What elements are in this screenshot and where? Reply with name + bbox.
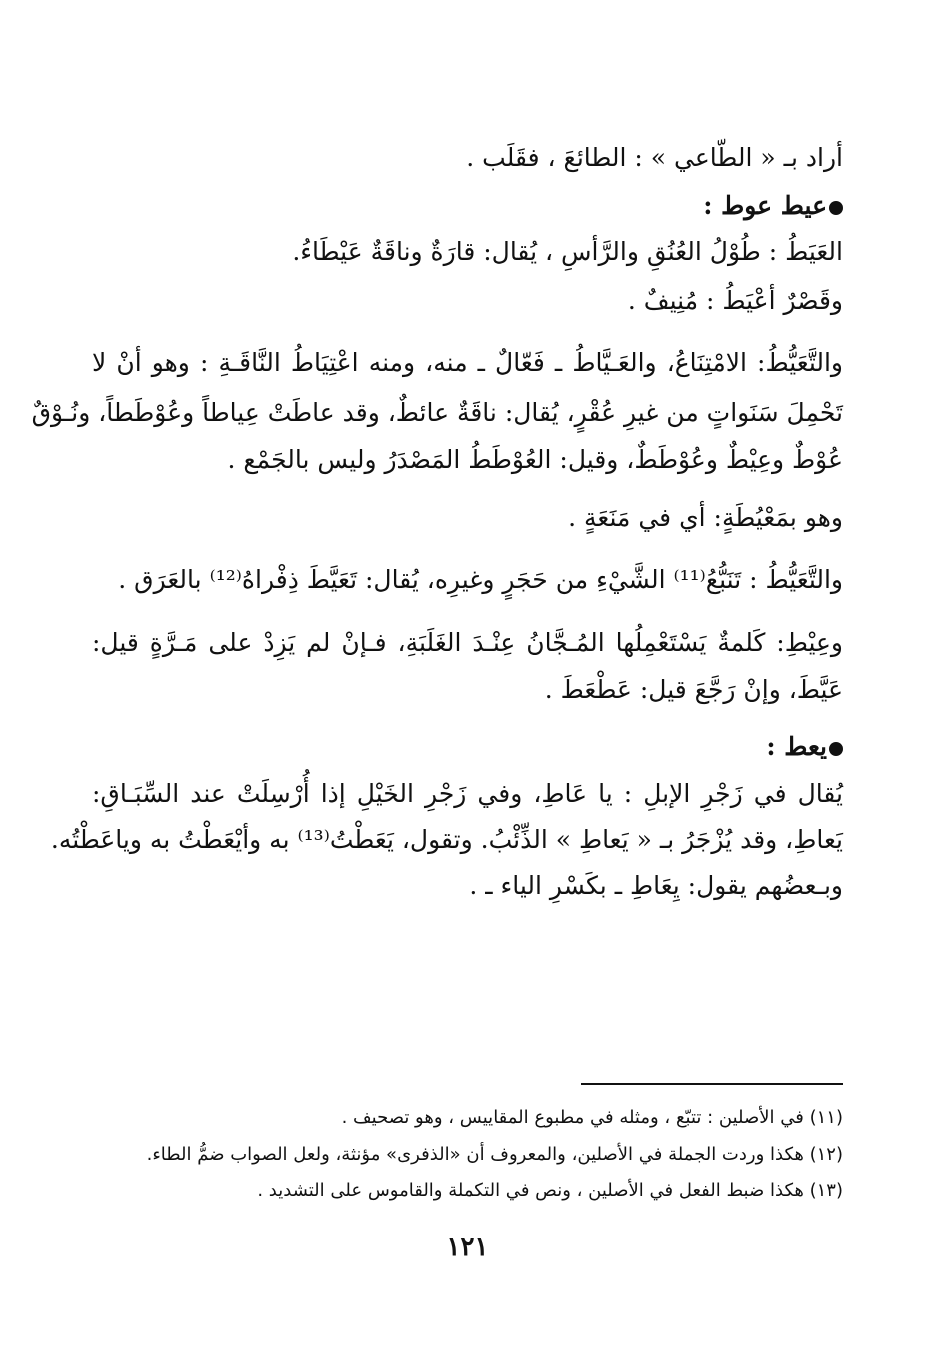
text-line: تَحْمِلَ سَنَواتٍ من غيرِ عُقْرٍ، يُقال: ناقَةٌ عائطٌ، وقد عاطَتْ عِياطاً وعُوْطَطاً، ونُـوْقٌ	[31, 398, 843, 427]
text-line: وبـعضُهم يقول: يِعَاطِ ـ بكَسْرِ الياء ـ .	[469, 871, 843, 900]
footnote: (١١) في الأصلين : تتبّع ، ومثله في مطبوع المقاييس ، وهو تصحيف .	[341, 1107, 843, 1128]
text-line: وهو بمَعْيُطَةٍ: أي في مَنَعَةٍ .	[568, 503, 843, 532]
footnote: (١٢) هكذا وردت الجملة في الأصلين، والمعروف أن «الذفرى» مؤنثة، ولعل الصواب ضمُّ الطاء.	[146, 1144, 843, 1165]
text-line: العَيَطُ : طُوْلُ العُنُقِ والرَّأسِ ، يُقال: قارَةٌ وناقَةٌ عَيْطَاءُ.	[292, 237, 843, 266]
text-line: أراد بـ « الطّاعي » : الطائعَ ، فقَلَب .	[466, 143, 843, 172]
text-line: عَيَّطَ، وإنْ رَجَّعَ قيل: عَطْعَطَ .	[544, 675, 843, 704]
text-line: عُوْطٌ وعِيْطٌ وعُوْطَطٌ، وقيل: العُوْطَطُ المَصْدَرُ وليس بالجَمْع .	[227, 445, 843, 474]
page-number: ١٢١	[446, 1232, 489, 1262]
footnote: (١٣) هكذا ضبط الفعل في الأصلين ، ونص في التكملة والقاموس على التشديد .	[257, 1180, 843, 1201]
entry-heading-text: يعط :	[766, 732, 827, 761]
entry-heading	[92, 186, 843, 226]
entry-heading	[92, 727, 843, 767]
text-line: يُقال في زَجْرِ الإبلِ : يا عَاطِ، وفي زَجْرِ الخَيْلِ إذا أُرْسِلَتْ عند السِّبَـاقِ:	[92, 779, 843, 808]
text-line: والتَّعَيُّطُ: الامْتِنَاعُ، والعَـيَّاطُ ـ فَعّالٌ ـ منه، ومنه اعْتِيَاطُ النَّاقَـةِ : وهو أنْ لا	[92, 348, 843, 377]
text-line: والتَّعَيُّطُ : تَنَبُّعُ⁽¹¹⁾ الشَّيْءِ من حَجَرٍ وغيرِه، يُقال: تَعَيَّطَ ذِفْراهُ⁽¹²⁾ بالعَرَق .	[118, 565, 843, 594]
text-line: وقَصْرٌ أعْيَطُ : مُنِيفٌ .	[627, 286, 843, 315]
entry-heading-text: عيط عوط :	[703, 191, 827, 220]
bullet-icon	[829, 201, 843, 215]
text-line: وعِيْطِ: كَلمةٌ يَسْتَعْمِلُها المُـجَّانُ عِنْـدَ الغَلَبَةِ، فـإنْ لم يَزِدْ على مَـرَّةٍ قيل:	[92, 628, 843, 657]
text-line: يَعاطِ، وقد يُزْجَرُ بـ « يَعاطِ » الذِّئْبُ. وتقول، يَعَطْتُ⁽¹³⁾ به وأيْعَطْتُ به وياعَطْتُه.	[50, 825, 843, 854]
footnote-divider	[581, 1083, 843, 1085]
bullet-icon	[829, 742, 843, 756]
